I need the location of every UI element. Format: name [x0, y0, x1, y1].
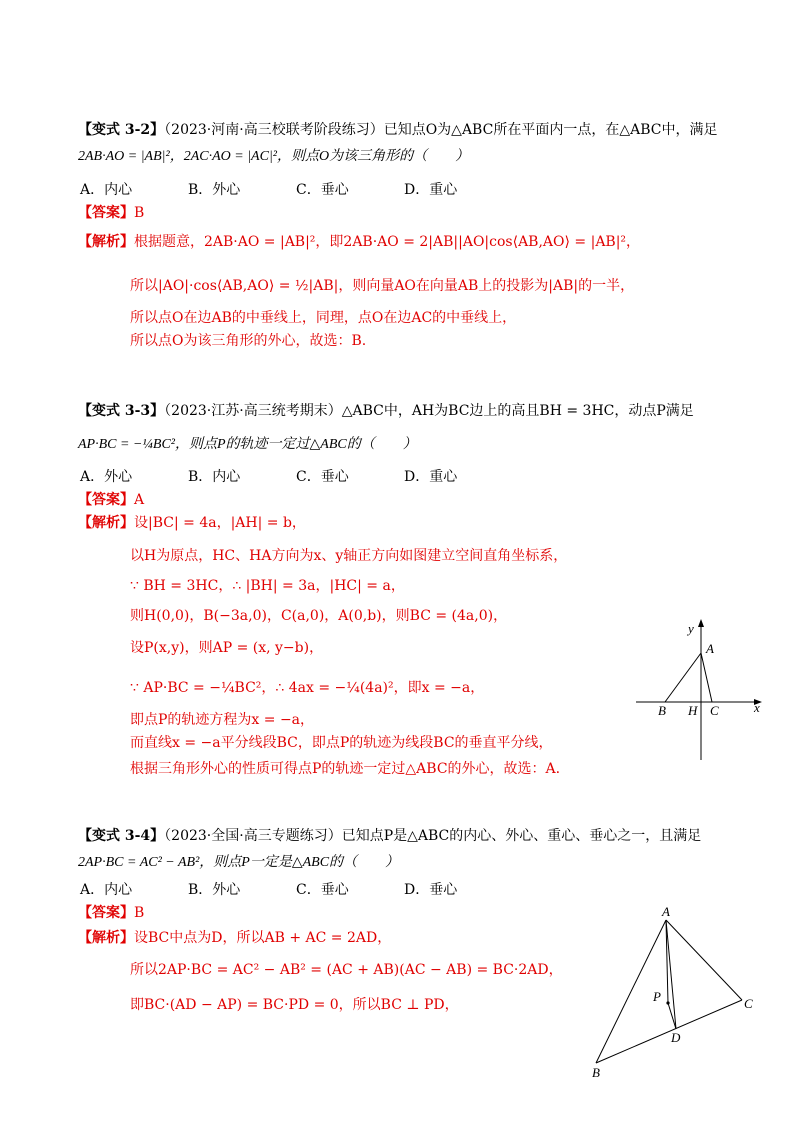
analysis-line3: 所以点O在边AB的中垂线上，同理，点O在边AC的中垂线上，	[130, 310, 517, 326]
analysis-text: 根据题意，2AB·AO = |AB|²，即2AB·AO = 2|AB||AO|cos⟨AB,AO⟩ = |AB|²，	[134, 234, 641, 250]
analysis-line9: 根据三角形外心的性质可得点P的轨迹一定过△ABC的外心，故选：A.	[130, 761, 561, 777]
problem-formula: 2AB·AO = |AB|²，2AC·AO = |AC|²，则点O为该三角形的（ ）	[78, 149, 470, 164]
label-a: A	[662, 905, 670, 919]
answer-label: 【答案】	[78, 205, 134, 221]
problem-3-3-stem-line2	[78, 435, 417, 455]
analysis-line3: 即BC·(AD − AP) = BC·PD = 0，所以BC ⊥ PD，	[130, 997, 459, 1013]
analysis-line1	[78, 928, 391, 948]
answer-value: B	[134, 905, 145, 921]
analysis-label: 【解析】	[78, 515, 134, 531]
answer-label: 【答案】	[78, 905, 134, 921]
answer-value: A	[134, 492, 145, 508]
side-ac	[666, 920, 742, 1000]
label-x: x	[754, 700, 760, 715]
side-bc	[596, 1000, 742, 1063]
answer-line	[78, 490, 144, 510]
problem-3-2-stem-line1	[78, 120, 717, 140]
analysis-line2: 所以|AO|·cos⟨AB,AO⟩ = ½|AB|，则向量AO在向量AB上的投影为|AB|的一半，	[130, 278, 635, 294]
answer-label: 【答案】	[78, 492, 134, 508]
option-d: D．垂心	[404, 882, 458, 898]
analysis-line5: 设P(x,y)，则AP = (x, y−b)，	[130, 640, 324, 656]
answer-line	[78, 903, 144, 923]
analysis-line1	[78, 232, 640, 252]
side-ac	[701, 653, 712, 702]
problem-3-2-stem-line2	[78, 147, 469, 167]
problem-tag: 【变式 3-3】	[78, 403, 165, 419]
analysis-line7: 即点P的轨迹方程为x = −a，	[130, 712, 315, 728]
problem-3-4-stem-line2	[78, 853, 399, 873]
option-a: A．内心	[80, 882, 133, 898]
analysis-text: 设|BC| = 4a，|AH| = b，	[134, 515, 306, 531]
option-d: D．重心	[404, 182, 458, 198]
analysis-line3: ∵ BH = 3HC，∴ |BH| = 3a，|HC| = a，	[130, 578, 405, 594]
label-c: C	[710, 703, 719, 718]
analysis-label: 【解析】	[78, 234, 134, 250]
option-d: D．重心	[404, 469, 458, 485]
problem-source: （2023·全国·高三专题练习）	[164, 828, 342, 844]
label-b: B	[592, 1065, 600, 1080]
point-p	[666, 1001, 669, 1004]
option-c: C．垂心	[296, 882, 349, 898]
option-a: A．内心	[80, 182, 133, 198]
option-c: C．垂心	[296, 182, 349, 198]
problem-3-4-stem-line1	[78, 826, 701, 846]
problem-3-3-stem-line1	[78, 401, 694, 421]
label-b: B	[658, 703, 666, 718]
analysis-line2: 以H为原点，HC、HA方向为x、y轴正方向如图建立空间直角坐标系，	[130, 548, 568, 564]
problem-text: 已知点P是△ABC的内心、外心、重心、垂心之一，且满足	[341, 828, 702, 844]
problem-text: △ABC中，AH为BC边上的高且BH = 3HC，动点P满足	[341, 403, 694, 419]
label-p: P	[653, 989, 661, 1004]
analysis-line4: 所以点O为该三角形的外心，故选：B.	[130, 333, 367, 349]
problem-source: （2023·河南·高三校联考阶段练习）	[164, 122, 384, 138]
option-b: B．外心	[188, 882, 241, 898]
problem-tag: 【变式 3-4】	[78, 828, 165, 844]
option-b: B．外心	[188, 182, 241, 198]
problem-formula: AP·BC = −¼BC²，则点P的轨迹一定过△ABC的（ ）	[78, 437, 417, 452]
answer-value: B	[134, 205, 145, 221]
coordinate-triangle-figure	[628, 615, 768, 765]
y-axis-arrow	[698, 619, 704, 627]
analysis-label: 【解析】	[78, 930, 134, 946]
analysis-line6: ∵ AP·BC = −¼BC²，∴ 4ax = −¼(4a)²，即x = −a，	[130, 680, 485, 696]
label-h: H	[688, 703, 698, 718]
problem-text: 已知点O为△ABC所在平面内一点，在△ABC中，满足	[383, 122, 718, 138]
option-c: C．垂心	[296, 469, 349, 485]
analysis-line4: 则H(0,0)，B(−3a,0)，C(a,0)，A(0,b)，则BC = (4a,0)，	[130, 608, 508, 624]
analysis-line1	[78, 513, 306, 533]
label-y: y	[688, 621, 694, 636]
problem-source: （2023·江苏·高三统考期末）	[164, 403, 342, 419]
option-a: A．外心	[80, 469, 133, 485]
option-b: B．内心	[188, 469, 241, 485]
label-a: A	[706, 641, 714, 656]
answer-line	[78, 203, 144, 223]
analysis-line2: 所以2AP·BC = AC² − AB² = (AC + AB)(AC − AB) = BC·2AD，	[130, 962, 563, 978]
problem-formula: 2AP·BC = AC² − AB²，则点P一定是△ABC的（ ）	[78, 855, 400, 870]
analysis-text: 设BC中点为D，所以AB + AC = 2AD，	[134, 930, 392, 946]
triangle-pd-figure	[580, 905, 780, 1085]
label-d: D	[671, 1030, 681, 1045]
analysis-line8: 而直线x = −a平分线段BC，即点P的轨迹为线段BC的垂直平分线，	[130, 735, 553, 751]
problem-tag: 【变式 3-2】	[78, 122, 165, 138]
label-c: C	[744, 996, 753, 1011]
side-ba	[665, 653, 701, 702]
